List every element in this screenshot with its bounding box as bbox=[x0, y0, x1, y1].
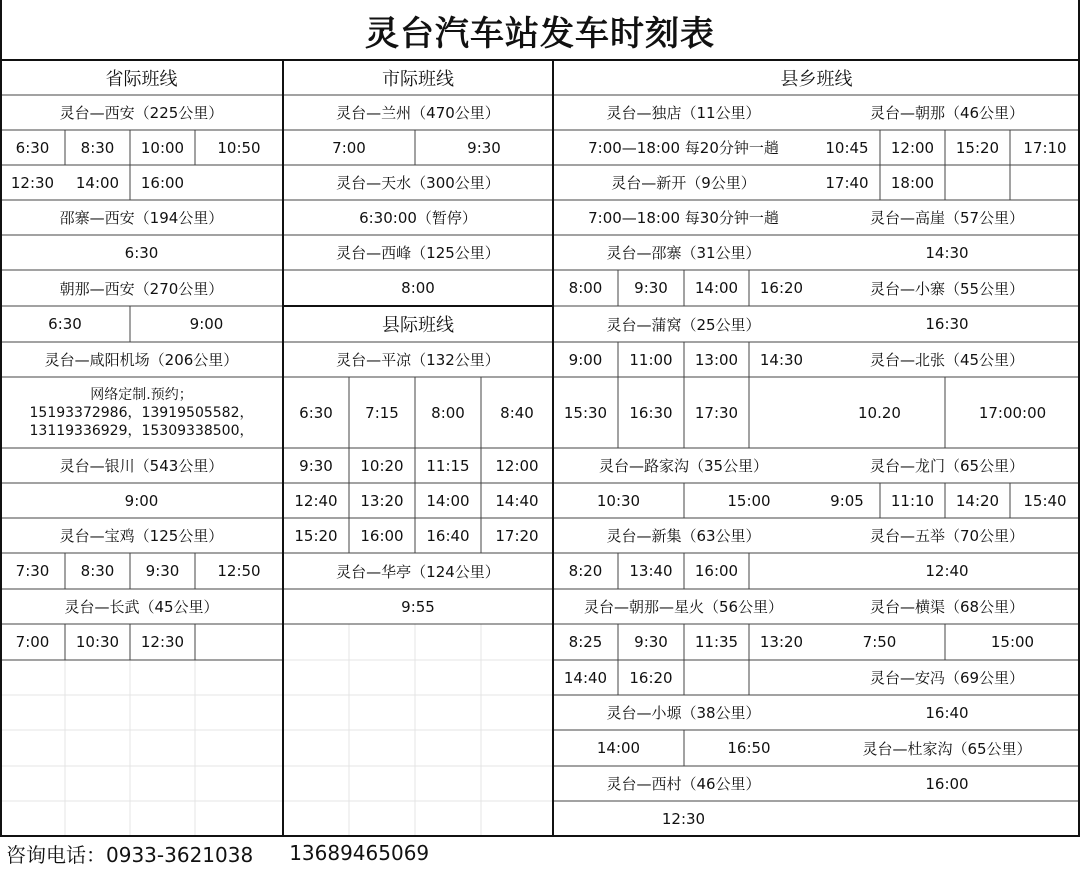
departure-time: 17:20 bbox=[495, 526, 539, 545]
contact-phone-2: 13689465069 bbox=[289, 841, 430, 865]
departure-time: 13:20 bbox=[759, 633, 804, 651]
departure-time: 14:00 bbox=[596, 739, 641, 757]
departure-time: 8:00 bbox=[401, 279, 435, 297]
departure-time: 17:10 bbox=[1023, 138, 1067, 157]
departure-time: 10:20 bbox=[360, 456, 404, 475]
route-name: 灵台—长武（45公里） bbox=[64, 598, 219, 616]
route-name: 灵台—华亭（124公里） bbox=[336, 562, 500, 581]
route-name: 灵台—蒲窝（25公里） bbox=[606, 315, 761, 334]
departure-time: 13:20 bbox=[360, 491, 404, 510]
departure-time: 15:30 bbox=[563, 403, 608, 422]
route-name: 灵台—兰州（470公里） bbox=[336, 104, 500, 122]
route-name: 灵台—宝鸡（125公里） bbox=[59, 527, 224, 545]
departure-time: 9:05 bbox=[830, 491, 864, 510]
departure-time: 15:20 bbox=[955, 138, 1000, 157]
departure-time: 9:30 bbox=[145, 562, 180, 580]
departure-time: 14:30 bbox=[759, 350, 804, 369]
booking-note bbox=[0, 377, 283, 448]
departure-time: 18:00 bbox=[890, 173, 935, 192]
departure-time: 16:00 bbox=[694, 562, 739, 580]
departure-time: 10:50 bbox=[217, 138, 261, 157]
departure-time: 14:30 bbox=[925, 243, 969, 262]
contact-phone: 咨询电话：0933-3621038 bbox=[6, 842, 254, 867]
departure-time: 16:00 bbox=[140, 173, 185, 192]
departure-time: 10:45 bbox=[825, 138, 869, 157]
departure-time: 12:30 bbox=[10, 173, 55, 192]
route-name: 灵台—五举（70公里） bbox=[869, 527, 1025, 545]
departure-time: 9:55 bbox=[401, 597, 435, 616]
departure-time: 6:30 bbox=[299, 403, 333, 422]
departure-time: 8:25 bbox=[568, 633, 603, 651]
departure-time: 6:30 bbox=[15, 138, 50, 157]
departure-time: 9:30 bbox=[634, 633, 668, 651]
page-title: 灵台汽车站发车时刻表 bbox=[365, 13, 715, 54]
departure-time: 16:50 bbox=[727, 739, 771, 757]
departure-time: 8:40 bbox=[500, 403, 534, 422]
section-city: 市际班线 bbox=[382, 68, 454, 90]
departure-time: 16:40 bbox=[925, 703, 969, 722]
departure-time: 14:00 bbox=[426, 491, 470, 510]
departure-time: 17:00:00 bbox=[978, 403, 1047, 422]
departure-time: 12:50 bbox=[217, 562, 261, 580]
departure-time: 7:00—18:00 每30分钟一趟 bbox=[588, 209, 779, 227]
route-name: 灵台—横渠（68公里） bbox=[869, 598, 1025, 616]
route-name: 灵台—西峰（125公里） bbox=[336, 244, 500, 262]
departure-time: 16:40 bbox=[426, 526, 470, 545]
departure-time: 12:00 bbox=[890, 138, 935, 157]
route-name: 灵台—朝那—星火（56公里） bbox=[583, 598, 784, 616]
route-name: 灵台—新集（63公里） bbox=[606, 527, 761, 545]
section-intercounty: 县际班线 bbox=[382, 315, 454, 336]
departure-time: 9:00 bbox=[189, 315, 224, 333]
departure-time: 16:00 bbox=[925, 774, 969, 793]
departure-time: 12:40 bbox=[925, 562, 969, 580]
booking-note-line: 15193372986，13919505582， bbox=[29, 404, 254, 421]
departure-time: 13:00 bbox=[694, 350, 739, 369]
departure-time: 8:20 bbox=[568, 562, 603, 580]
departure-time: 8:00 bbox=[568, 279, 603, 297]
departure-time: 9:30 bbox=[634, 279, 668, 297]
departure-time: 7:00 bbox=[15, 633, 50, 651]
departure-time: 16:20 bbox=[759, 279, 804, 297]
route-name: 灵台—朝那（46公里） bbox=[869, 104, 1025, 122]
departure-time: 15:00 bbox=[990, 633, 1035, 651]
departure-time: 10:30 bbox=[596, 491, 641, 510]
departure-time: 11:00 bbox=[629, 350, 673, 369]
route-name: 灵台—银川（543公里） bbox=[59, 457, 224, 475]
departure-time: 7:00 bbox=[332, 138, 366, 157]
departure-time: 15:00 bbox=[727, 491, 771, 510]
departure-time: 16:30 bbox=[629, 403, 673, 422]
departure-time: 6:30 bbox=[124, 243, 159, 262]
departure-time: 15:40 bbox=[1023, 491, 1067, 510]
departure-time: 8:30 bbox=[80, 138, 115, 157]
departure-time: 9:00 bbox=[568, 350, 603, 369]
departure-time: 16:20 bbox=[629, 668, 673, 687]
section-provincial: 省际班线 bbox=[105, 68, 178, 90]
route-name: 灵台—平凉（132公里） bbox=[336, 351, 500, 369]
departure-time: 8:30 bbox=[80, 562, 115, 580]
departure-time: 10:30 bbox=[75, 633, 120, 651]
departure-time: 14:40 bbox=[495, 491, 539, 510]
route-name: 灵台—天水（300公里） bbox=[336, 174, 500, 192]
departure-time: 14:20 bbox=[955, 491, 1000, 510]
departure-time: 12:30 bbox=[661, 809, 706, 828]
route-name: 灵台—邵寨（31公里） bbox=[606, 244, 761, 262]
departure-time: 16:00 bbox=[360, 526, 404, 545]
route-name: 灵台—高崖（57公里） bbox=[869, 209, 1025, 227]
departure-time: 12:00 bbox=[495, 456, 539, 475]
route-name: 灵台—咸阳机场（206公里） bbox=[44, 351, 239, 369]
route-name: 灵台—杜家沟（65公里） bbox=[862, 739, 1032, 758]
route-name: 邵寨—西安（194公里） bbox=[59, 209, 224, 227]
departure-time: 16:30 bbox=[925, 315, 969, 333]
departure-time: 7:00—18:00 每20分钟一趟 bbox=[588, 139, 779, 157]
route-name: 灵台—安冯（69公里） bbox=[869, 669, 1025, 687]
route-name: 灵台—小寨（55公里） bbox=[869, 279, 1025, 298]
departure-time: 13:40 bbox=[629, 562, 673, 580]
booking-note-line: 网络定制.预约； bbox=[90, 386, 193, 403]
route-name: 灵台—独店（11公里） bbox=[606, 104, 761, 122]
departure-time: 11:15 bbox=[426, 456, 470, 475]
departure-time: 8:00 bbox=[431, 403, 465, 422]
route-name: 灵台—北张（45公里） bbox=[869, 351, 1025, 369]
departure-time: 14:00 bbox=[75, 173, 120, 192]
section-county: 县乡班线 bbox=[780, 68, 853, 90]
departure-time: 12:30 bbox=[140, 633, 185, 651]
departure-time: 7:30 bbox=[15, 562, 50, 580]
route-name: 灵台—路家沟（35公里） bbox=[598, 457, 769, 475]
route-name: 灵台—新开（9公里） bbox=[611, 174, 756, 192]
route-name: 灵台—龙门（65公里） bbox=[869, 457, 1025, 475]
route-name: 朝那—西安（270公里） bbox=[59, 279, 224, 298]
departure-time: 11:10 bbox=[890, 491, 935, 510]
route-name: 灵台—小塬（38公里） bbox=[606, 704, 761, 722]
departure-time: 7:15 bbox=[365, 403, 399, 422]
departure-time: 9:30 bbox=[467, 138, 501, 157]
departure-time: 14:40 bbox=[563, 668, 608, 687]
departure-time: 15:20 bbox=[294, 526, 338, 545]
booking-note-line: 13119336929，15309338500， bbox=[29, 422, 254, 439]
contact-bar bbox=[6, 836, 1080, 870]
departure-time: 9:00 bbox=[124, 491, 159, 510]
departure-time: 12:40 bbox=[294, 491, 338, 510]
departure-time: 9:30 bbox=[299, 456, 333, 475]
departure-time: 10.20 bbox=[858, 403, 901, 422]
departure-time: 10:00 bbox=[140, 138, 185, 157]
departure-time: 11:35 bbox=[694, 633, 739, 651]
departure-time: 7:50 bbox=[862, 633, 897, 651]
departure-time: 17:30 bbox=[694, 403, 739, 422]
route-name: 灵台—西村（46公里） bbox=[606, 775, 761, 793]
departure-time: 14:00 bbox=[694, 279, 739, 297]
departure-time: 17:40 bbox=[825, 173, 869, 192]
departure-time: 6:30:00（暂停） bbox=[359, 209, 477, 227]
route-name: 灵台—西安（225公里） bbox=[59, 104, 224, 122]
departure-time: 6:30 bbox=[48, 315, 82, 333]
